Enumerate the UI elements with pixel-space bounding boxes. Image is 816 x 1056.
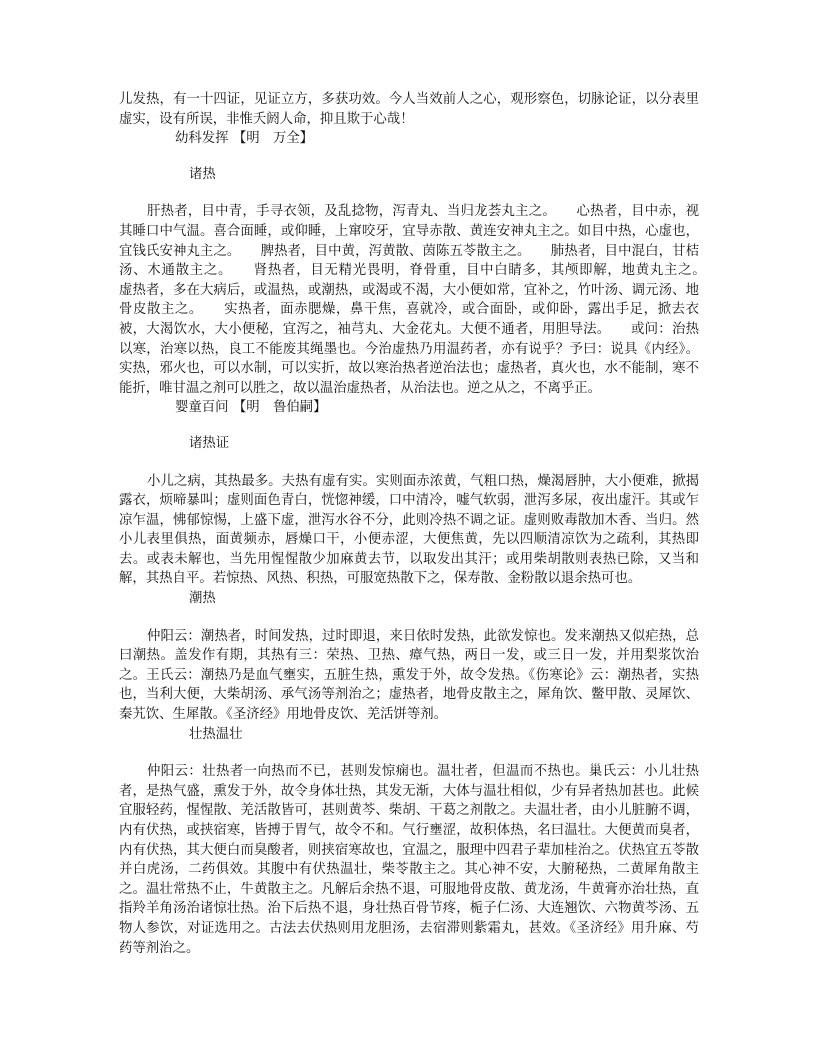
paragraph-zhurezheng: 小儿之病，其热最多。夫热有虚有实。实则面赤浓黄，气粗口热，燥渴唇肿，大小便难，掀揭露衣，烦啼暴叫；虚则面色青白，恍惚神缓，口中清冷，嘘气软弱，泄泻多尿，夜出虚汗。其或乍凉乍温，怫郁惊惕，上盛下虚，泄泻水谷不分，此则冷热不调之证。虚则败毒散加木香、当归。然小儿表里俱热，面黄频赤，唇燥口干，小便赤涩，大便焦黄，先以四顺清凉饮为之疏利，其热即去。或表未解也，当先用惺惺散少加麻黄去节，以取发出其汗；或用柴胡散则表热已除，又当和解，其热自平。若惊热、风热、积热，可服宽热散下之，保寿散、金粉散以退余热可也。 (119, 473, 699, 587)
paragraph-zhuangre-wenzhuang: 仲阳云：壮热者一向热而不已，甚则发惊痫也。温壮者，但温而不热也。巢氏云：小儿壮热者，是热气盛，熏发于外，故令身体壮热，其发无渐，大体与温壮相似，少有异者热加甚也。此候宜服轻药，惺惺散、羌活散皆可，甚则黄芩、柴胡、干葛之剂散之。夫温壮者，由小儿脏腑不调，内有伏热，或挟宿寒，皆搏于胃气，故令不和。气行壅涩，故积体热，名曰温壮。大便黄而臭者，内有伏热，其大便白而臭酸者，则挟宿寒故也，宜温之，服理中四君子辈加桂治之。伏热宜五苓散并白虎汤，二药俱效。其腹中有伏热温壮，柴苓散主之。其心神不安，大腑秘热，二黄犀角散主之。温壮常热不止，牛黄散主之。凡解后余热不退，可服地骨皮散、黄龙汤，牛黄膏亦治壮热，直指羚羊角汤治诸惊壮热。治下后热不退，身壮热百骨节疼，栀子仁汤、大连翘饮、六物黄芩汤、五物人参饮，对证选用之。古法去伏热则用龙胆汤，去宿滞则紫霜丸，甚效。《圣济经》用升麻、芍药等剂治之。 (119, 764, 699, 956)
section-heading-zhuangre-wenzhuang: 壮热温壮 (189, 726, 243, 742)
source-citation-yingtong-baiwen: 婴童百问 【明 鲁伯嗣】 (175, 400, 327, 416)
section-heading-chaore: 潮热 (189, 591, 216, 607)
document-page (119, 90, 726, 958)
paragraph-chaore: 仲阳云：潮热者，时间发热，过时即退，来日依时发热，此欲发惊也。发来潮热又似疟热，总曰潮热。盖发作有期，其热有三：荣热、卫热、瘴气热，两日一发，或三日一发，并用梨浆饮治之。王氏云：潮热乃是血气壅实，五脏生热，熏发于外，故令发热。《伤寒论》云：潮热者，实热也，当利大便，大柴胡汤、承气汤等剂治之；虚热者，地骨皮散主之，犀角饮、鳖甲散、灵犀饮、秦艽饮、生犀散。《圣济经》用地骨皮饮、羌活饼等剂。 (119, 628, 699, 723)
paragraph-zhure: 肝热者，目中青，手寻衣领，及乱捻物，泻青丸、当归龙荟丸主之。 心热者，目中赤，视其睡口中气温。喜合面睡，或仰睡，上窜咬牙，宜导赤散、黄连安神丸主之。如目中热，心虚也，宜钱氏安神丸主之。 脾热者，目中黄，泻黄散、茵陈五苓散主之。 肺热者，目中混白，甘桔汤、木通散主之。 肾热者，目无精光畏明，脊骨重，目中白睛多，其颅即解，地黄丸主之。 虚热者，多在大病后，或温热，或潮热，或渴或不渴，大小便如常，宜补之，竹叶汤、调元汤、地骨皮散主之。 实热者，面赤腮燥，鼻干焦，喜就冷，或合面卧，或仰卧，露出手足，掀去衣被，大渴饮水，大小便秘，宜泻之，袖芎丸、大金花丸。大便不通者，用胆导法。 或问：治热以寒，治寒以热，良工不能废其绳墨也。今治虚热乃用温药者，亦有说乎？予曰：说具《内经》。实热，邪火也，可以水制，可以实折，故以寒治热者逆治法也；虚热者，真火也，水不能制，寒不能折，唯甘温之剂可以胜之，故以温治虚热者，从治法也。逆之从之，不离乎正。 (119, 204, 726, 396)
section-heading-zhure: 诸热 (189, 166, 216, 182)
source-citation-youke-fahui: 幼科发挥 【明 万全】 (175, 131, 314, 147)
section-heading-zhurezheng: 诸热证 (189, 435, 230, 451)
intro-paragraph: 儿发热，有一十四证，见证立方，多获功效。今人当效前人之心，观形察色，切脉论证，以分表里虚实，设有所误，非惟夭阏人命，抑且欺于心哉！ (119, 92, 699, 127)
